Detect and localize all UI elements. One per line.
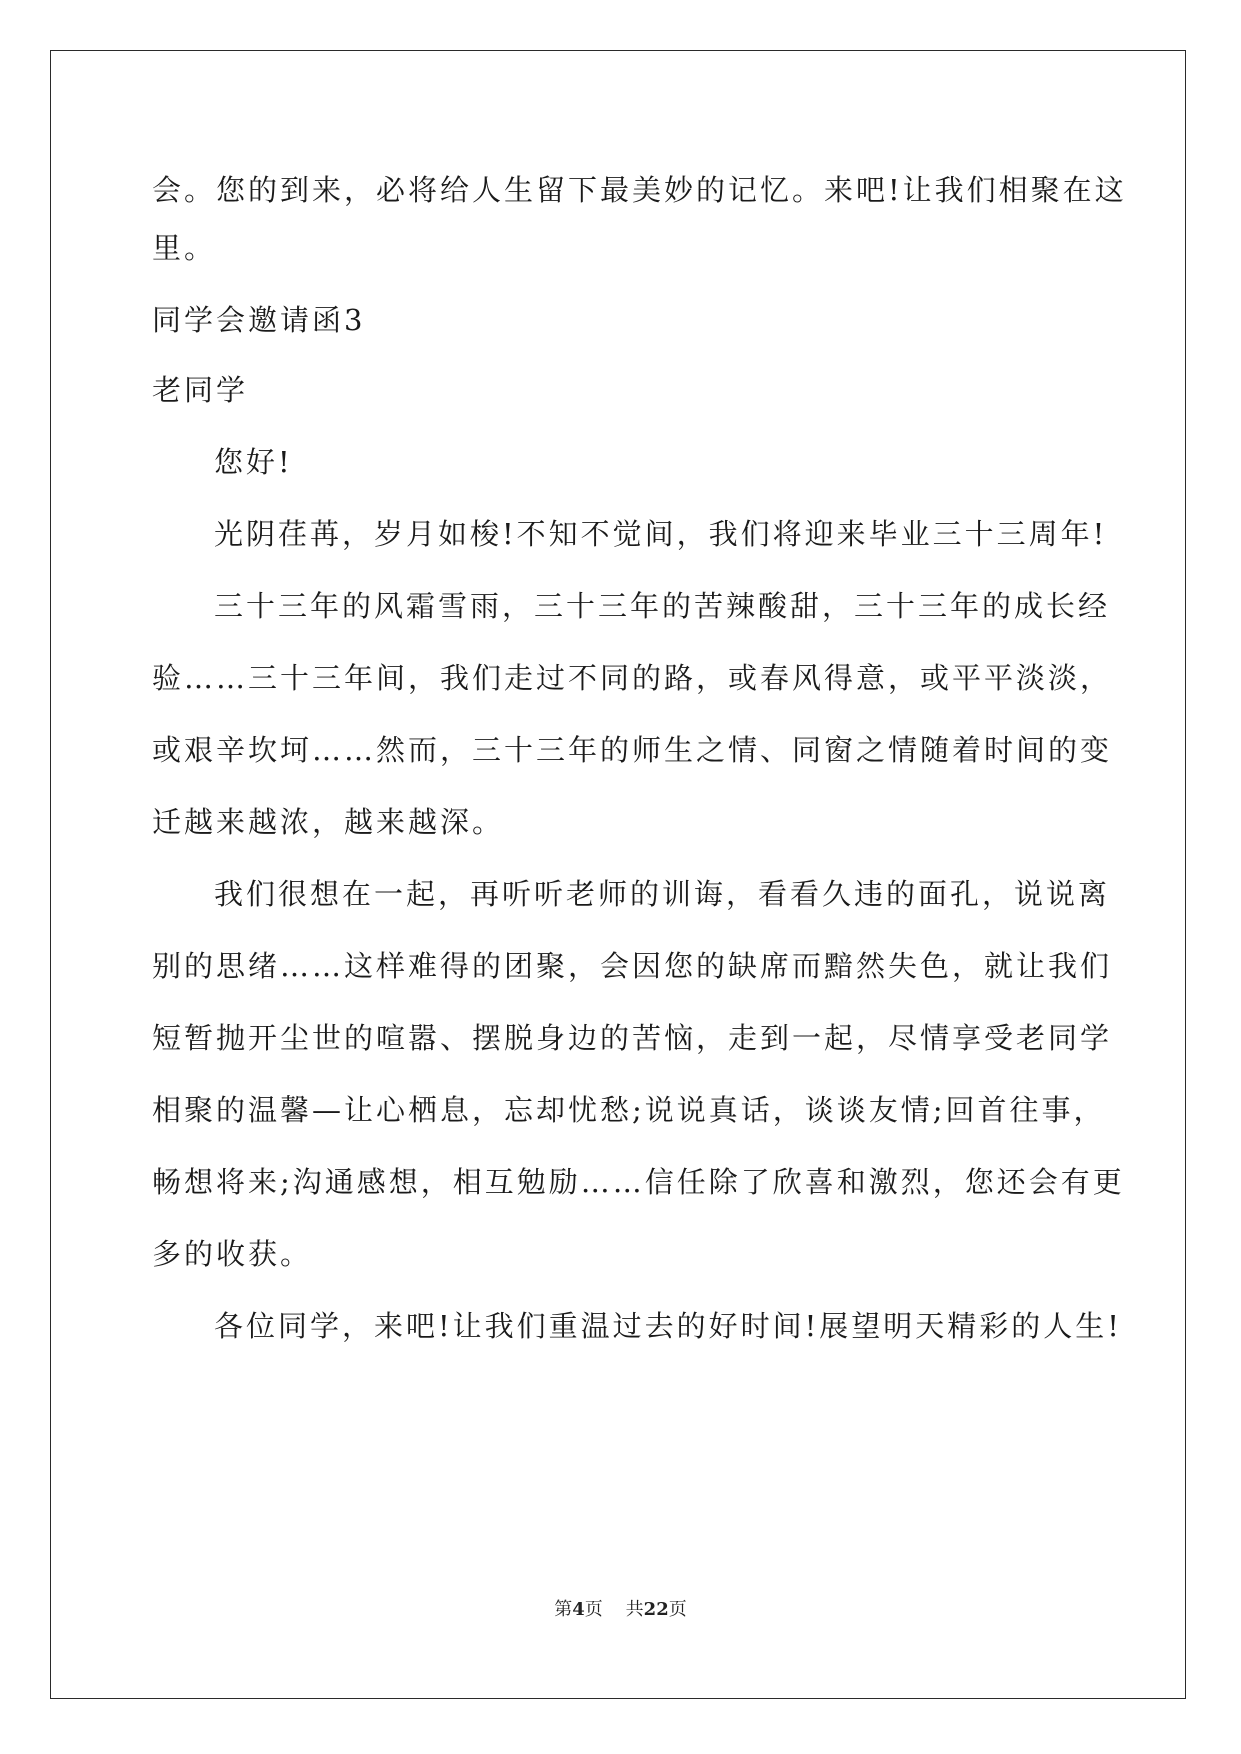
- text-line: 会。您的到来，必将给人生留下最美妙的记忆。来吧!让我们相聚在这: [152, 173, 1127, 207]
- page-footer: [0, 1595, 1241, 1621]
- page-number: 4: [572, 1599, 585, 1620]
- text-line: 验……三十三年间，我们走过不同的路，或春风得意，或平平淡淡，: [152, 661, 1113, 695]
- text-line: 相聚的温馨—让心栖息，忘却忧愁;说说真话，谈谈友情;回首往事，: [152, 1093, 1106, 1127]
- text-line: 或艰辛坎坷……然而，三十三年的师生之情、同窗之情随着时间的变: [152, 733, 1113, 767]
- footer-total-suffix: 页: [668, 1599, 687, 1620]
- text-line: 畅想将来;沟通感想，相互勉励……信任除了欣喜和激烈，您还会有更: [152, 1165, 1125, 1199]
- text-line: 光阴荏苒，岁月如梭!不知不觉间，我们将迎来毕业三十三周年!: [214, 517, 1108, 551]
- text-line: 里。: [152, 231, 217, 265]
- section-heading: 同学会邀请函3: [152, 303, 366, 337]
- footer-total-prefix: 共: [625, 1599, 644, 1620]
- text-line: 迁越来越浓，越来越深。: [152, 805, 505, 839]
- salutation: 老同学: [152, 373, 249, 407]
- total-pages: 22: [643, 1599, 669, 1620]
- footer-prefix: 第: [554, 1599, 573, 1620]
- text-line: 我们很想在一起，再听听老师的训诲，看看久违的面孔，说说离: [214, 877, 1111, 911]
- text-line: 各位同学，来吧!让我们重温过去的好时间!展望明天精彩的人生!: [214, 1309, 1122, 1343]
- footer-page-suffix: 页: [584, 1599, 603, 1620]
- text-line: 别的思绪……这样难得的团聚，会因您的缺席而黯然失色，就让我们: [152, 949, 1113, 983]
- greeting: 您好!: [214, 445, 293, 479]
- text-line: 三十三年的风霜雪雨，三十三年的苦辣酸甜，三十三年的成长经: [214, 589, 1111, 623]
- text-line: 多的收获。: [152, 1237, 313, 1271]
- text-line: 短暂抛开尘世的喧嚣、摆脱身边的苦恼，走到一起，尽情享受老同学: [152, 1021, 1113, 1055]
